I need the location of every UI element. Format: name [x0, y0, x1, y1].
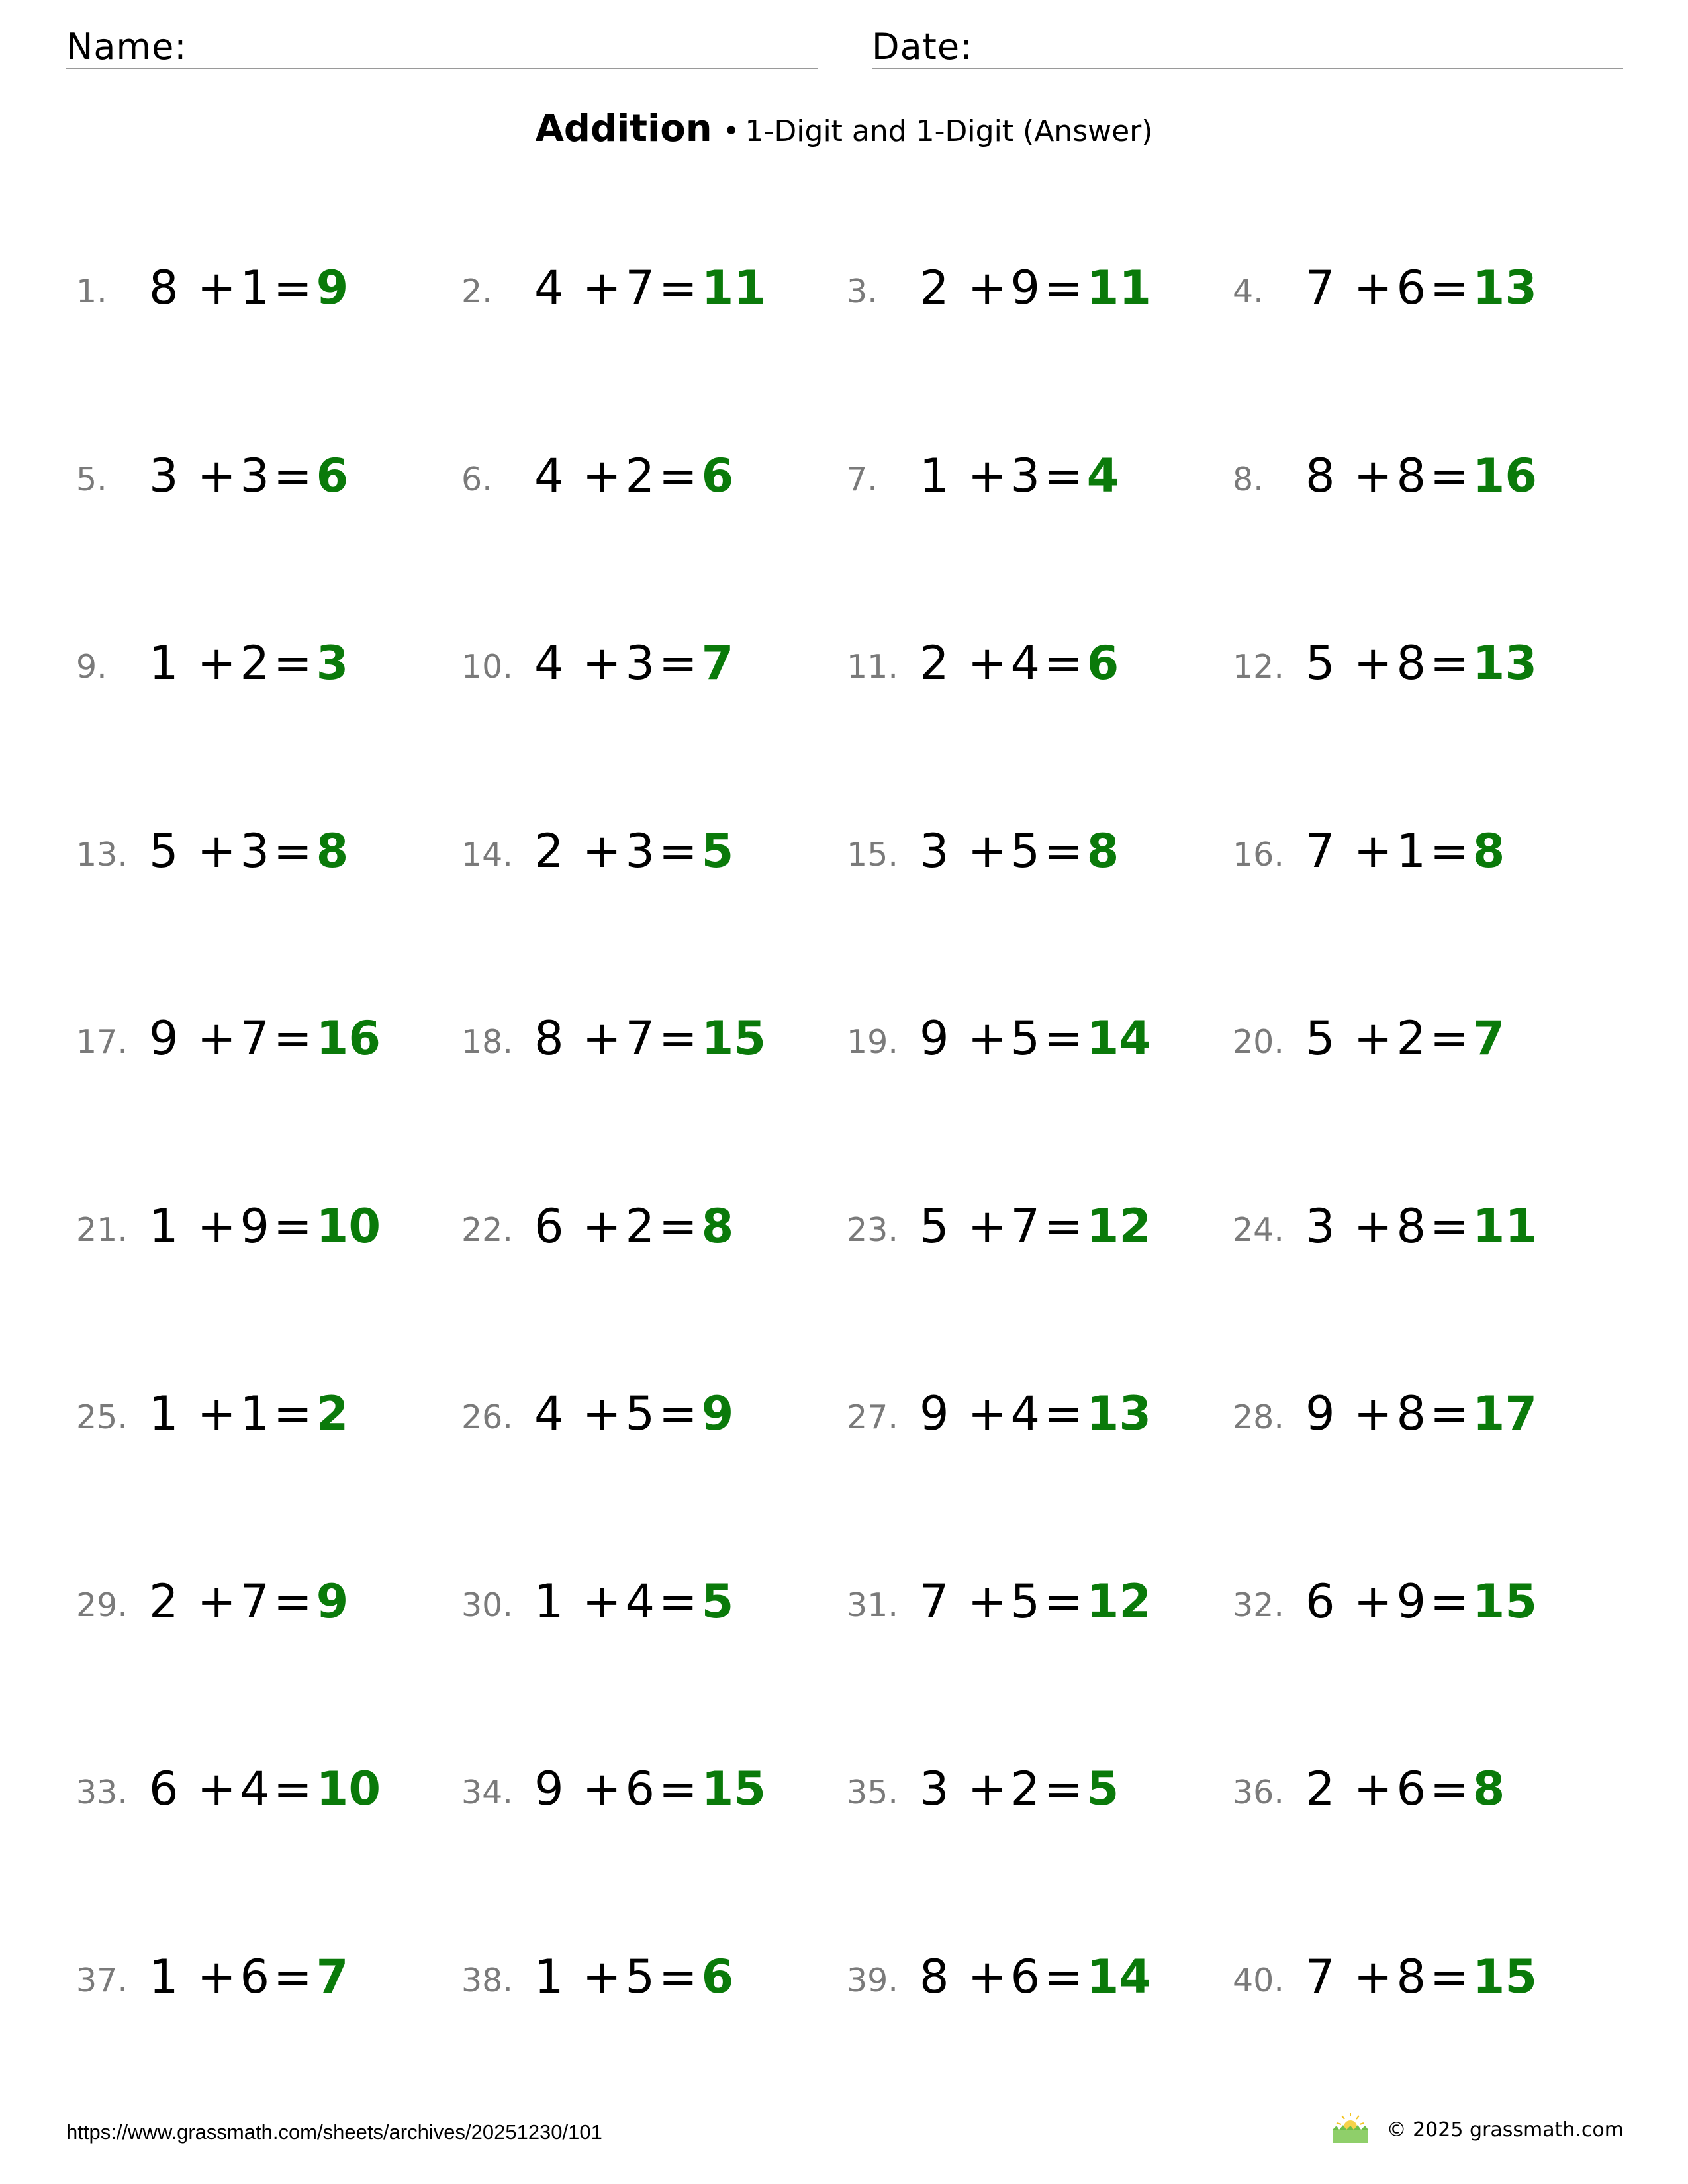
- problem-expression: [1305, 261, 1538, 315]
- answer: 17: [1472, 1387, 1538, 1441]
- problem-expression: [1305, 636, 1538, 690]
- answer: 5: [701, 824, 734, 878]
- plus-sign: +: [1353, 261, 1393, 315]
- operand-a: 3: [919, 824, 949, 878]
- operand-b: 2: [625, 449, 655, 503]
- operand-b: 4: [625, 1574, 655, 1629]
- problem-number: 7.: [847, 461, 878, 498]
- plus-sign: +: [582, 1011, 622, 1066]
- equals-sign: =: [1430, 636, 1469, 690]
- answer: 15: [701, 1762, 767, 1816]
- problem-expression: [919, 261, 1152, 315]
- plus-sign: +: [1353, 449, 1393, 503]
- problem-expression: [1305, 449, 1538, 503]
- problem-number: 35.: [847, 1774, 898, 1811]
- operand-b: 7: [240, 1574, 270, 1629]
- answer: 13: [1472, 261, 1538, 315]
- operand-b: 5: [1010, 1574, 1041, 1629]
- operand-b: 8: [1396, 1199, 1427, 1253]
- operand-a: 4: [534, 449, 564, 503]
- operand-b: 3: [1010, 449, 1041, 503]
- answer: 6: [701, 449, 734, 503]
- problem-expression: [149, 636, 349, 690]
- operand-b: 3: [240, 449, 270, 503]
- problem-expression: [919, 636, 1119, 690]
- plus-sign: +: [582, 1762, 622, 1816]
- plus-sign: +: [967, 1011, 1007, 1066]
- equals-sign: =: [659, 261, 698, 315]
- equals-sign: =: [273, 636, 312, 690]
- equals-sign: =: [273, 261, 312, 315]
- problem-number: 22.: [461, 1211, 513, 1249]
- problem-number: 27.: [847, 1398, 898, 1436]
- plus-sign: +: [1353, 824, 1393, 878]
- operand-a: 5: [1305, 636, 1335, 690]
- problem-expression: [1305, 1762, 1505, 1816]
- problem-expression: [149, 1950, 349, 2004]
- problem-number: 12.: [1233, 648, 1284, 686]
- problem-number: 31.: [847, 1586, 898, 1624]
- equals-sign: =: [273, 1574, 312, 1629]
- plus-sign: +: [197, 1762, 236, 1816]
- operand-b: 6: [1396, 261, 1427, 315]
- operand-a: 2: [919, 261, 949, 315]
- equals-sign: =: [1430, 449, 1469, 503]
- answer: 14: [1086, 1011, 1152, 1066]
- problem-expression: [149, 1011, 381, 1066]
- answer: 11: [701, 261, 767, 315]
- title-subtitle: 1-Digit and 1-Digit (Answer): [745, 114, 1153, 148]
- equals-sign: =: [273, 1199, 312, 1253]
- plus-sign: +: [967, 1950, 1007, 2004]
- plus-sign: +: [967, 636, 1007, 690]
- problem-expression: [149, 261, 349, 315]
- operand-a: 1: [534, 1950, 564, 2004]
- problem-expression: [534, 1762, 767, 1816]
- problem-number: 11.: [847, 648, 898, 686]
- answer: 6: [1086, 636, 1119, 690]
- problem-number: 28.: [1233, 1398, 1284, 1436]
- equals-sign: =: [1044, 449, 1083, 503]
- equals-sign: =: [659, 1574, 698, 1629]
- operand-a: 1: [149, 1199, 179, 1253]
- operand-b: 5: [625, 1387, 655, 1441]
- problem-expression: [1305, 1387, 1538, 1441]
- plus-sign: +: [967, 1199, 1007, 1253]
- operand-a: 8: [534, 1011, 564, 1066]
- plus-sign: +: [967, 261, 1007, 315]
- problem-number: 5.: [76, 461, 107, 498]
- operand-b: 7: [625, 1011, 655, 1066]
- answer: 12: [1086, 1199, 1152, 1253]
- operand-a: 1: [534, 1574, 564, 1629]
- operand-a: 1: [149, 636, 179, 690]
- operand-a: 1: [149, 1950, 179, 2004]
- operand-a: 6: [149, 1762, 179, 1816]
- operand-a: 9: [1305, 1387, 1335, 1441]
- operand-b: 5: [625, 1950, 655, 2004]
- plus-sign: +: [197, 824, 236, 878]
- problem-expression: [534, 636, 734, 690]
- answer: 8: [316, 824, 349, 878]
- plus-sign: +: [1353, 1011, 1393, 1066]
- operand-b: 9: [1010, 261, 1041, 315]
- operand-a: 2: [149, 1574, 179, 1629]
- equals-sign: =: [1044, 824, 1083, 878]
- problem-expression: [919, 1762, 1119, 1816]
- problem-expression: [1305, 1950, 1538, 2004]
- title-main: Addition: [535, 107, 712, 150]
- plus-sign: +: [582, 1387, 622, 1441]
- answer: 10: [316, 1199, 381, 1253]
- problem-number: 33.: [76, 1774, 128, 1811]
- operand-a: 3: [1305, 1199, 1335, 1253]
- answer: 9: [701, 1387, 734, 1441]
- problem-number: 16.: [1233, 836, 1284, 874]
- operand-a: 3: [919, 1762, 949, 1816]
- operand-b: 8: [1396, 636, 1427, 690]
- answer: 10: [316, 1762, 381, 1816]
- plus-sign: +: [582, 1199, 622, 1253]
- operand-b: 6: [625, 1762, 655, 1816]
- answer: 6: [316, 449, 349, 503]
- title-separator: •: [722, 114, 740, 148]
- plus-sign: +: [197, 261, 236, 315]
- operand-a: 9: [919, 1387, 949, 1441]
- problem-expression: [534, 1199, 734, 1253]
- plus-sign: +: [582, 1950, 622, 2004]
- equals-sign: =: [659, 1387, 698, 1441]
- footer-copyright: © 2025 grassmath.com: [1386, 2118, 1624, 2142]
- problem-number: 32.: [1233, 1586, 1284, 1624]
- answer: 7: [316, 1950, 349, 2004]
- problem-number: 10.: [461, 648, 513, 686]
- equals-sign: =: [1430, 1387, 1469, 1441]
- equals-sign: =: [273, 1950, 312, 2004]
- plus-sign: +: [582, 261, 622, 315]
- answer: 9: [316, 1574, 349, 1629]
- problem-expression: [534, 824, 734, 878]
- operand-a: 8: [1305, 449, 1335, 503]
- equals-sign: =: [1430, 1199, 1469, 1253]
- answer: 9: [316, 261, 349, 315]
- sun-over-grass-icon: [1327, 2111, 1374, 2144]
- operand-b: 7: [625, 261, 655, 315]
- equals-sign: =: [659, 1199, 698, 1253]
- operand-b: 7: [240, 1011, 270, 1066]
- operand-b: 9: [240, 1199, 270, 1253]
- problem-number: 17.: [76, 1023, 128, 1061]
- answer: 13: [1472, 636, 1538, 690]
- problem-expression: [1305, 1011, 1505, 1066]
- operand-a: 2: [1305, 1762, 1335, 1816]
- equals-sign: =: [273, 1011, 312, 1066]
- answer: 13: [1086, 1387, 1152, 1441]
- problem-number: 39.: [847, 1962, 898, 1999]
- footer-url[interactable]: https://www.grassmath.com/sheets/archives/20251230/101: [66, 2120, 602, 2144]
- answer: 16: [1472, 449, 1538, 503]
- problem-number: 19.: [847, 1023, 898, 1061]
- answer: 5: [1086, 1762, 1119, 1816]
- equals-sign: =: [1430, 1762, 1469, 1816]
- problem-expression: [534, 1950, 734, 2004]
- equals-sign: =: [1044, 1574, 1083, 1629]
- operand-b: 8: [1396, 1950, 1427, 2004]
- plus-sign: +: [197, 1387, 236, 1441]
- operand-b: 8: [1396, 449, 1427, 503]
- problem-number: 37.: [76, 1962, 128, 1999]
- date-label: Date:: [872, 26, 973, 68]
- problem-expression: [1305, 1574, 1538, 1629]
- problem-number: 9.: [76, 648, 107, 686]
- operand-a: 9: [534, 1762, 564, 1816]
- problem-number: 14.: [461, 836, 513, 874]
- operand-a: 9: [149, 1011, 179, 1066]
- equals-sign: =: [273, 1387, 312, 1441]
- problem-number: 34.: [461, 1774, 513, 1811]
- operand-a: 5: [919, 1199, 949, 1253]
- answer: 6: [701, 1950, 734, 2004]
- equals-sign: =: [1044, 261, 1083, 315]
- operand-a: 5: [1305, 1011, 1335, 1066]
- operand-a: 2: [919, 636, 949, 690]
- problem-expression: [919, 1011, 1152, 1066]
- problem-number: 8.: [1233, 461, 1264, 498]
- answer: 11: [1472, 1199, 1538, 1253]
- equals-sign: =: [273, 824, 312, 878]
- problem-number: 4.: [1233, 273, 1264, 310]
- problem-expression: [919, 449, 1119, 503]
- equals-sign: =: [1430, 261, 1469, 315]
- problem-number: 24.: [1233, 1211, 1284, 1249]
- plus-sign: +: [197, 1950, 236, 2004]
- equals-sign: =: [1044, 1387, 1083, 1441]
- plus-sign: +: [1353, 1950, 1393, 2004]
- operand-b: 3: [625, 824, 655, 878]
- answer: 11: [1086, 261, 1152, 315]
- operand-a: 1: [919, 449, 949, 503]
- equals-sign: =: [1430, 1011, 1469, 1066]
- operand-b: 2: [625, 1199, 655, 1253]
- problem-expression: [919, 1950, 1152, 2004]
- operand-a: 7: [1305, 261, 1335, 315]
- problem-number: 1.: [76, 273, 107, 310]
- operand-b: 2: [1396, 1011, 1427, 1066]
- problem-number: 18.: [461, 1023, 513, 1061]
- problem-number: 30.: [461, 1586, 513, 1624]
- problem-expression: [919, 1199, 1152, 1253]
- problem-expression: [534, 1387, 734, 1441]
- answer: 5: [701, 1574, 734, 1629]
- problem-expression: [1305, 824, 1505, 878]
- operand-b: 6: [240, 1950, 270, 2004]
- name-label: Name:: [66, 26, 187, 68]
- operand-b: 3: [625, 636, 655, 690]
- operand-a: 6: [534, 1199, 564, 1253]
- operand-a: 2: [534, 824, 564, 878]
- problem-number: 21.: [76, 1211, 128, 1249]
- operand-a: 4: [534, 1387, 564, 1441]
- problem-expression: [919, 1387, 1152, 1441]
- problem-expression: [1305, 1199, 1538, 1253]
- problem-expression: [919, 824, 1119, 878]
- problem-expression: [149, 824, 349, 878]
- problem-number: 40.: [1233, 1962, 1284, 1999]
- plus-sign: +: [967, 1762, 1007, 1816]
- equals-sign: =: [1430, 1574, 1469, 1629]
- equals-sign: =: [1430, 1950, 1469, 2004]
- problem-number: 36.: [1233, 1774, 1284, 1811]
- equals-sign: =: [1044, 636, 1083, 690]
- equals-sign: =: [659, 636, 698, 690]
- problem-expression: [149, 1387, 349, 1441]
- problem-expression: [149, 1199, 381, 1253]
- plus-sign: +: [967, 1387, 1007, 1441]
- answer: 2: [316, 1387, 349, 1441]
- operand-b: 1: [240, 261, 270, 315]
- answer: 15: [1472, 1574, 1538, 1629]
- problem-number: 20.: [1233, 1023, 1284, 1061]
- equals-sign: =: [273, 449, 312, 503]
- equals-sign: =: [659, 1950, 698, 2004]
- answer: 7: [701, 636, 734, 690]
- operand-a: 4: [534, 636, 564, 690]
- problem-expression: [149, 449, 349, 503]
- operand-b: 5: [1010, 1011, 1041, 1066]
- problem-expression: [534, 1574, 734, 1629]
- operand-b: 7: [1010, 1199, 1041, 1253]
- operand-b: 4: [240, 1762, 270, 1816]
- operand-b: 5: [1010, 824, 1041, 878]
- equals-sign: =: [1044, 1011, 1083, 1066]
- plus-sign: +: [1353, 1762, 1393, 1816]
- equals-sign: =: [659, 1011, 698, 1066]
- operand-b: 1: [240, 1387, 270, 1441]
- operand-b: 6: [1010, 1950, 1041, 2004]
- operand-a: 8: [149, 261, 179, 315]
- plus-sign: +: [197, 449, 236, 503]
- operand-b: 6: [1396, 1762, 1427, 1816]
- operand-b: 9: [1396, 1574, 1427, 1629]
- problem-expression: [534, 261, 767, 315]
- problem-number: 29.: [76, 1586, 128, 1624]
- answer: 3: [316, 636, 349, 690]
- plus-sign: +: [197, 1199, 236, 1253]
- equals-sign: =: [1430, 824, 1469, 878]
- equals-sign: =: [659, 1762, 698, 1816]
- operand-b: 4: [1010, 636, 1041, 690]
- plus-sign: +: [582, 824, 622, 878]
- plus-sign: +: [1353, 1574, 1393, 1629]
- problem-number: 3.: [847, 273, 878, 310]
- problem-expression: [149, 1762, 381, 1816]
- operand-a: 1: [149, 1387, 179, 1441]
- operand-a: 4: [534, 261, 564, 315]
- plus-sign: +: [967, 1574, 1007, 1629]
- problem-expression: [919, 1574, 1152, 1629]
- answer: 8: [1472, 824, 1505, 878]
- plus-sign: +: [197, 1574, 236, 1629]
- operand-b: 3: [240, 824, 270, 878]
- answer: 12: [1086, 1574, 1152, 1629]
- answer: 15: [701, 1011, 767, 1066]
- problem-number: 13.: [76, 836, 128, 874]
- operand-a: 7: [1305, 1950, 1335, 2004]
- operand-b: 2: [240, 636, 270, 690]
- equals-sign: =: [659, 449, 698, 503]
- answer: 16: [316, 1011, 381, 1066]
- plus-sign: +: [197, 636, 236, 690]
- problem-number: 26.: [461, 1398, 513, 1436]
- operand-a: 6: [1305, 1574, 1335, 1629]
- operand-a: 9: [919, 1011, 949, 1066]
- plus-sign: +: [582, 1574, 622, 1629]
- answer: 8: [701, 1199, 734, 1253]
- problem-expression: [534, 449, 734, 503]
- answer: 8: [1472, 1762, 1505, 1816]
- answer: 4: [1086, 449, 1119, 503]
- operand-a: 7: [919, 1574, 949, 1629]
- plus-sign: +: [582, 449, 622, 503]
- answer: 7: [1472, 1011, 1505, 1066]
- plus-sign: +: [197, 1011, 236, 1066]
- plus-sign: +: [1353, 636, 1393, 690]
- problem-expression: [149, 1574, 349, 1629]
- problem-number: 2.: [461, 273, 492, 310]
- problem-number: 23.: [847, 1211, 898, 1249]
- plus-sign: +: [967, 824, 1007, 878]
- plus-sign: +: [967, 449, 1007, 503]
- plus-sign: +: [1353, 1387, 1393, 1441]
- problem-number: 25.: [76, 1398, 128, 1436]
- operand-b: 2: [1010, 1762, 1041, 1816]
- problem-number: 38.: [461, 1962, 513, 1999]
- problem-number: 15.: [847, 836, 898, 874]
- problem-expression: [534, 1011, 767, 1066]
- plus-sign: +: [1353, 1199, 1393, 1253]
- plus-sign: +: [582, 636, 622, 690]
- operand-b: 8: [1396, 1387, 1427, 1441]
- answer: 15: [1472, 1950, 1538, 2004]
- answer: 8: [1086, 824, 1119, 878]
- equals-sign: =: [1044, 1762, 1083, 1816]
- equals-sign: =: [1044, 1199, 1083, 1253]
- operand-a: 8: [919, 1950, 949, 2004]
- answer: 14: [1086, 1950, 1152, 2004]
- equals-sign: =: [659, 824, 698, 878]
- operand-a: 7: [1305, 824, 1335, 878]
- equals-sign: =: [1044, 1950, 1083, 2004]
- operand-a: 5: [149, 824, 179, 878]
- operand-b: 4: [1010, 1387, 1041, 1441]
- equals-sign: =: [273, 1762, 312, 1816]
- operand-a: 3: [149, 449, 179, 503]
- problem-number: 6.: [461, 461, 492, 498]
- operand-b: 1: [1396, 824, 1427, 878]
